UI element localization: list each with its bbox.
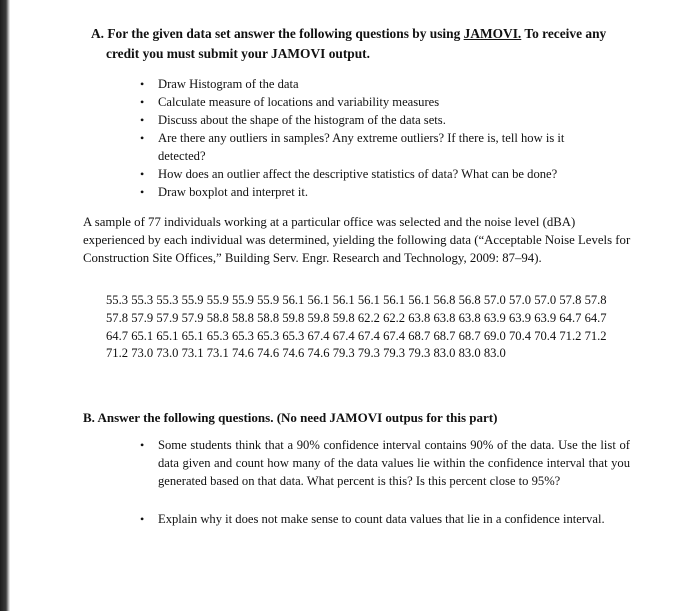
section-b-question-list (140, 436, 630, 528)
noise-data-values: 55.3 55.3 55.3 55.9 55.9 55.9 55.9 56.1 56.1 56.1 56.1 56.1 56.1 56.8 56.8 57.0 57.0 57.0 57.8 57.8 57.8 57.9 57.9 57.9 58.8 58.8 58.8 59.8 59.8 59.8 62.2 62.2 63.8 63.8 63.8 63.9 63.9 63.9 64.7 64.7 64.7 65.1 65.1 65.1 65.3 65.3 65.3 65.3 67.4 67.4 67.4 67.4 68.7 68.7 68.7 69.0 70.4 70.4 71.2 71.2 71.2 73.0 73.0 73.1 73.1 74.6 74.6 74.6 74.6 79.3 79.3 79.3 79.3 83.0 83.0 83.0 (106, 293, 607, 361)
list-item-text: Explain why it does not make sense to count data values that lie in a confidence interval. (158, 512, 605, 526)
bullet-icon: • (140, 95, 145, 109)
list-item-text: Draw Histogram of the data (158, 77, 299, 91)
bullet-icon: • (140, 77, 145, 91)
bullet-icon: • (140, 113, 145, 127)
list-item-text: Are there any outliers in samples? Any extreme outliers? If there is, tell how is it detected? (158, 131, 565, 163)
list-item-text: Calculate measure of locations and variability measures (158, 95, 440, 109)
bullet-icon: • (140, 438, 145, 452)
bullet-icon: • (140, 167, 145, 181)
list-item-text: How does an outlier affect the descriptive statistics of data? What can be done? (158, 167, 558, 181)
list-item (140, 510, 630, 528)
section-b-heading: B. Answer the following questions. (No need JAMOVI outpus for this part) (83, 410, 498, 425)
list-item (140, 436, 630, 490)
list-item-text: Discuss about the shape of the histogram of the data sets. (158, 113, 446, 127)
software-name: JAMOVI. (463, 26, 522, 41)
bullet-icon: • (140, 131, 145, 145)
list-item (140, 75, 610, 93)
bullet-icon: • (140, 512, 145, 526)
section-a-heading-line2: credit you must submit your JAMOVI output. (106, 46, 370, 61)
list-item (140, 93, 610, 111)
section-a-heading-prefix: A. For the given data set answer the following questions by using (91, 26, 464, 41)
list-item-text: Draw boxplot and interpret it. (158, 185, 309, 199)
section-a-heading-suffix: To receive any (521, 26, 607, 41)
list-item (140, 183, 610, 201)
bullet-icon: • (140, 185, 145, 199)
section-a-task-list (140, 75, 610, 201)
section-a-heading (91, 24, 631, 64)
list-item (140, 129, 610, 165)
list-item-text: Some students think that a 90% confidence interval contains 90% of the data. Use the list of data given and count how many of the data values lie within the confidence interval that you generated based on that data. What percent is this? Is this percent close to 95%? (158, 438, 630, 488)
list-item (140, 165, 610, 183)
list-item (140, 111, 610, 129)
data-description-paragraph: A sample of 77 individuals working at a particular office was selected and the noise level (dBA) experienced by each individual was determined, yielding the following data (“Acceptable Noise Levels for Construction Site Offices,” Building Serv. Engr. Research and Technology, 2009: 87–94). (83, 215, 631, 265)
